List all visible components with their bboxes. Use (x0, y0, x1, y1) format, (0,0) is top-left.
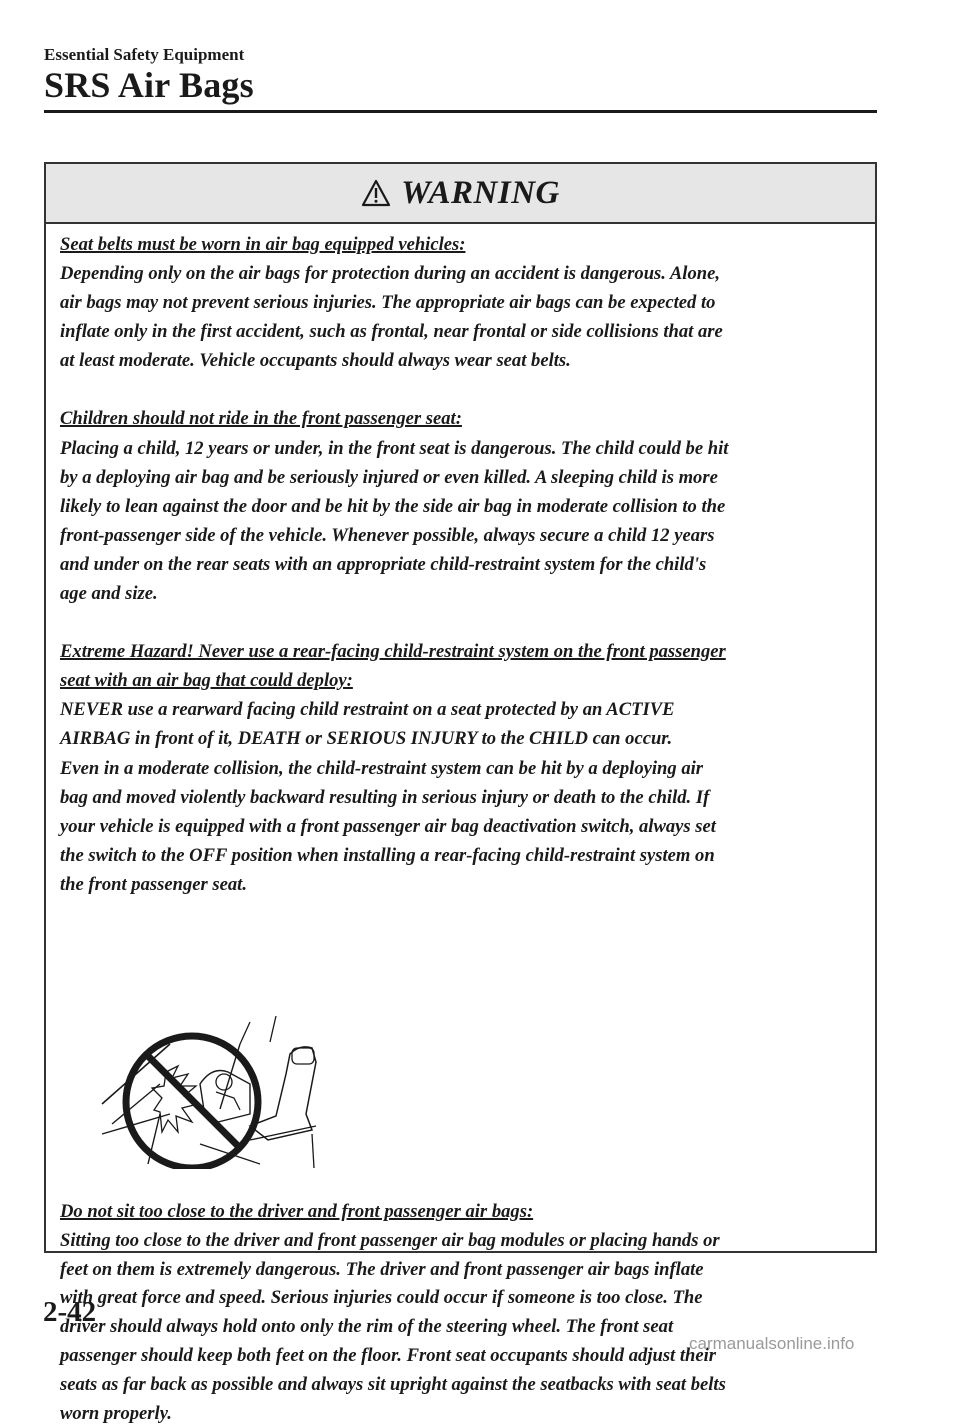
header-divider (44, 110, 877, 113)
paragraph-heading: seat with an air bag that could deploy: (60, 670, 353, 692)
paragraph-line: passenger should keep both feet on the floor. Front seat occupants should adjust their (60, 1344, 717, 1366)
paragraph-line: likely to lean against the door and be hit by the side air bag in moderate collision to the (60, 495, 726, 517)
warning-body (60, 230, 860, 928)
paragraph-line: at least moderate. Vehicle occupants should always wear seat belts. (60, 350, 571, 372)
section-name: Essential Safety Equipment (44, 45, 245, 64)
paragraph-line: age and size. (60, 583, 158, 605)
paragraph-line: Sitting too close to the driver and front passenger air bag modules or placing hands or (60, 1229, 720, 1251)
paragraph-line: front-passenger side of the vehicle. Whenever possible, always secure a child 12 years (60, 524, 715, 546)
paragraph-line: AIRBAG in front of it, DEATH or SERIOUS INJURY to the CHILD can occur. (60, 728, 673, 750)
paragraph-heading: Seat belts must be worn in air bag equipped vehicles: (60, 234, 466, 255)
paragraph-line: worn properly. (60, 1402, 172, 1424)
paragraph-heading: Extreme Hazard! Never use a rear-facing child-restraint system on the front passenger (60, 641, 726, 663)
paragraph-line: driver should always hold onto only the rim of the steering wheel. The front seat (60, 1316, 674, 1338)
paragraph-line: your vehicle is equipped with a front passenger air bag deactivation switch, always set (60, 815, 716, 837)
page-title: SRS Air Bags (44, 65, 254, 105)
paragraph-line: and under on the rear seats with an appropriate child-restraint system for the child's (60, 553, 707, 575)
paragraph-line: Depending only on the air bags for protection during an accident is dangerous. Alone, (60, 263, 720, 285)
paragraph-line: the switch to the OFF position when installing a rear-facing child-restraint system on (60, 844, 715, 866)
paragraph-line: seats as far back as possible and always sit upright against the seatbacks with seat belts (60, 1373, 726, 1395)
paragraph-line: with great force and speed. Serious injuries could occur if someone is too close. The (60, 1287, 703, 1309)
warning-triangle-icon (361, 179, 391, 207)
paragraph-line: feet on them is extremely dangerous. The driver and front passenger air bags inflate (60, 1258, 704, 1280)
paragraph-line: NEVER use a rearward facing child restraint on a seat protected by an ACTIVE (60, 699, 675, 721)
paragraph-heading: Children should not ride in the front passenger seat: (60, 408, 462, 430)
paragraph-line: Placing a child, 12 years or under, in the front seat is dangerous. The child could be hit (60, 437, 729, 459)
warning-paragraph (60, 230, 860, 375)
warning-paragraph (60, 404, 860, 608)
paragraph-line: Even in a moderate collision, the child-restraint system can be hit by a deploying air (60, 757, 704, 779)
paragraph-line: by a deploying air bag and be seriously injured or even killed. A sleeping child is more (60, 466, 718, 488)
paragraph-line: bag and moved violently backward resulting in serious injury or death to the child. If (60, 786, 710, 808)
page-number: 2-42 (43, 1296, 97, 1328)
warning-paragraph (60, 637, 860, 899)
paragraph-line: inflate only in the first accident, such as frontal, near frontal or side collisions that are (60, 321, 723, 343)
paragraph-line: the front passenger seat. (60, 873, 247, 895)
paragraph-line: air bags may not prevent serious injuries. The appropriate air bags can be expected to (60, 292, 716, 314)
warning-label: WARNING (401, 174, 560, 211)
watermark: carmanualsonline.info (689, 1334, 855, 1353)
rear-facing-child-seat-prohibited-icon (100, 1014, 340, 1169)
warning-header (46, 164, 875, 224)
warning-paragraph (60, 1198, 860, 1428)
paragraph-heading: Do not sit too close to the driver and front passenger air bags: (60, 1201, 534, 1222)
